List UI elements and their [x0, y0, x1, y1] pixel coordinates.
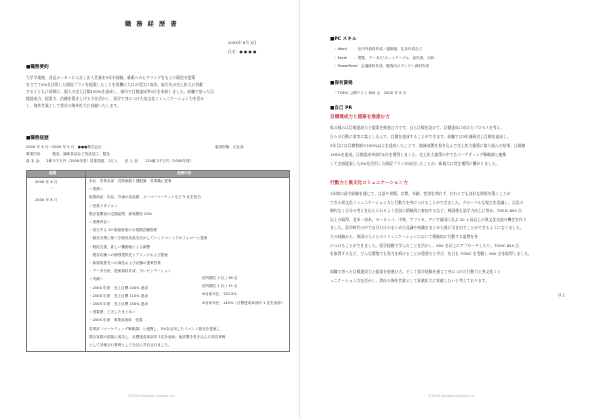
table-header-duties: 業務内容 [177, 171, 192, 176]
company-period: 200X 年 X 月〜200X 年 5 月 ●●●株式会社 [26, 145, 102, 149]
text-line: ・Word ：社内外資料作成／議事録、礼状作成など [334, 47, 423, 51]
text-line: ました。留学時代の中で自分だけのまとめた見識や知識をまとめた後に引き出すことができるようになりました。 [330, 225, 524, 231]
text-line: ※対前年比：145%（目標達成率部内 1 位を表彰） [202, 300, 285, 305]
text-line: 3年目には目標数値の150%以上を達成したことで、地域部署を巻き込んで売上拡大施策に取り組んだ結果、目標値 [330, 143, 526, 148]
pr-heading: ■自己 PR [330, 106, 353, 111]
text-line: ＜受賞歴、工夫したまとめ＞ [89, 310, 136, 315]
text-line: 営業部（マーケティング戦略課）と連携し、5%を活用したイベント販売を提案し、 [89, 326, 224, 331]
period-arrow: 〜 [50, 186, 54, 190]
text-line: を取得するなど、どんな環境でも努力を続けることが重要だと学び、先日も TOEIC を受験し 900 点を取得しました。 [330, 251, 532, 257]
employment-type: 雇用形態：正社員 [215, 145, 244, 149]
text-line: 前職で培った目標達成力と提案を推進む力、そして留学経験を通じて身につけた行動力と異文化コミ [330, 269, 501, 274]
history-heading: ■職務経歴 [26, 136, 49, 141]
applicant-name: 氏名：● ● ● ● [228, 49, 257, 54]
text-line: 間合客数の拡販に成功し、目標達成率部内 1位を表彰。他部署を巻き込んだ成功事例 [89, 334, 226, 339]
text-line: として評価され事例として全社に共有されました。 [89, 343, 172, 347]
text-line: ・200X 年度 売上目標 110% 達成 [89, 293, 148, 298]
text-line: ・Excel ：関数、データ/ピボットテーブル、表作成、分析 [334, 55, 434, 60]
text-line: 取扱商品：缶詰、冷凍の食品類、スーパーマーケットなど 5 社を担当 [89, 195, 201, 200]
text-line: ・PowerPoint：会議資料作成、顧客向けプレゼン資料作成 [334, 64, 430, 68]
text-line: 部内順位 1 位 / 15 名 [202, 284, 238, 289]
text-line: ・200X 年度 売上目標 150% 達成 [89, 302, 148, 306]
text-line: 大学卒業後、食品メーカーに入社し法人営業を5年半経験。量販へのヒアリングをもとに販促支援策 [26, 75, 196, 80]
text-line: ・データ分析、提案資料作成、プレゼンテーション [89, 269, 172, 274]
document-title: 職 務 経 歴 書 [125, 21, 179, 28]
text-line: 日々の行動に着実に落とし込んで、目標を達成することができます。前職では3年連続売上目標を達成し、 [330, 134, 511, 139]
text-line: 以上の取得、北米・南米、ヨーロッパ、中東、アフリカ、アジア諸国に及ぶ 20 ヵ国以上の異文化交流の機会を作り [330, 216, 527, 222]
history-table [26, 170, 290, 352]
text-line: につけることができました。留学経験で学んだことを活かし、500 名以上にアプローチしたり、TOEIC 850 点 [330, 242, 519, 248]
text-line: その経験から、異国の人々とのコミュニケーションにおいて積極的に行動する姿勢を身 [330, 234, 478, 239]
text-line: ・販売予測に基づき販売用品を活かしていくイベントでのフォローと提案 [89, 236, 208, 241]
text-line: して企画提案した5%を活用した販促プランが成功したことが、新規大口受注獲得に繋がりました。 [330, 161, 500, 166]
left-footer: ©2024 Kyugaku Journal Inc. [128, 394, 176, 398]
table-header-period: 期間 [49, 171, 57, 176]
text-line: ・200X 年度 事業部表彰 受賞 [89, 318, 143, 323]
skills-heading: ■PC スキル [330, 37, 357, 42]
summary-heading: ■職務要約 [26, 65, 49, 70]
text-line: 標達成力、提案力、信頼を築き上げる力を活かし、留学で身につけた英文化コミュニケーション力を活か [26, 96, 205, 101]
text-line: 私の強みは目標達成力と提案を推進む力です。自ら目標を設けて、目標達成に向けたプロセスを考え、 [330, 125, 505, 130]
text-line: ※対前年比：125.5% [202, 292, 237, 297]
company-capital: 資 本 金： 2億 5千万円（200X年度）従業員数：1万人 売 上 高： 125億 2千万円（200X年度） [26, 159, 194, 163]
text-line: 1年間の留学経験を通じて、言語や習慣、宗教、年齢、性別を問わず、だれとでも良好な関係を築くことが [330, 191, 511, 196]
text-line: ・販促支援、新しい棚割案による調整 [89, 244, 151, 249]
text-line: 既存客開拓の定期訪問、新規開拓 20% [89, 211, 153, 216]
qualification-item: ・TOEIC 公開テスト 850 点 200X 年 X 月 [334, 91, 407, 95]
qualifications-heading: ■保有資格 [330, 81, 353, 86]
text-line: を立てて0%を活用した販促プランを提案したことを契機に大口の受注に成功。取引先の売上拡大に貢献 [26, 82, 203, 87]
text-line: ・新規取扱先への商品および店舗の提案営業 [89, 261, 161, 265]
text-line: し、海外営業として貴社の海外拡大に貢献いたします。 [26, 103, 121, 108]
text-line: ・既存店舗への個別提供先とアリングおよび提案 [89, 252, 168, 257]
period-to: 200X 年 X 月 [35, 198, 58, 202]
text-line: 部内順位 2 位 / 18 名 [202, 276, 238, 280]
pr-subheading-2: 行動力と異文化コミュニケーション力 [330, 181, 408, 186]
text-line: 150%を達成。目標達成率部内1位を獲得しました。売上拡大施策の中でもマーケティング戦略課と連携 [330, 152, 507, 157]
business-description: 事業内容： 製造、調味食品など食品加工、製造 [26, 152, 110, 156]
end-mark: 以上 [558, 293, 566, 297]
pr-subheading-1: 目標達成力と提案を推進む力 [330, 115, 390, 120]
text-line: 本社 営業本部 長岡東販１課配属 営業職に従事 [89, 179, 172, 183]
text-line: ＜業務＞ [89, 187, 104, 192]
text-line: ュニケーション力を活かし、貴社の海外営業として事業拡大に貢献したいと考えております。 [330, 277, 490, 283]
text-line: ＜業務内容＞ [89, 220, 111, 224]
text-line: するとともに同期に、個人の売上目標150%を達成し、部内で目標達成率1位を表彰しました。前職で培った目 [26, 89, 214, 94]
text-line: 制約なく自分の考えを伝えられるよう会話に積極的に参加するなど、帰国後も語学力向上に努め、TOEIC 850 点 [330, 208, 522, 214]
period-from: 200X 年 X 月 [35, 180, 58, 184]
text-line: できる異文化コミュニケーション力と行動力を身につけることができました。グローバルな視点を意識し、言語の [330, 199, 524, 205]
right-footer: ©2024 Kyugaku Journal Inc. [428, 394, 476, 398]
right-page [300, 0, 600, 419]
text-line: ・担当する 10 都道府県の小規模店舗管理 [89, 228, 157, 233]
text-line: ＜実績＞ [89, 277, 104, 282]
text-line: ＜営業スタイル＞ [89, 203, 118, 208]
text-line: ・200X 年度 売上目標 100% 達成 [89, 285, 148, 290]
document-date: 200X年 8月 X日 [228, 40, 257, 45]
